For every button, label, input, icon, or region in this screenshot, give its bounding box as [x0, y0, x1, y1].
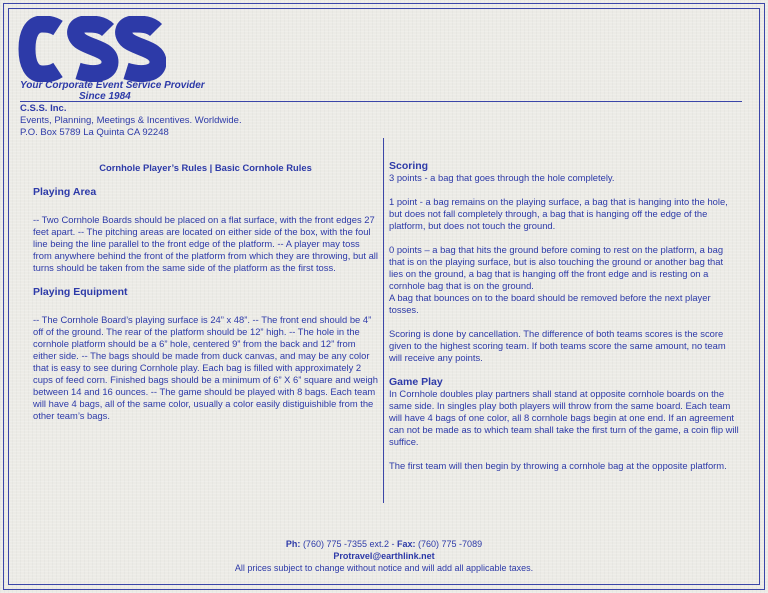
left-column — [33, 160, 378, 422]
game-play-heading: Game Play — [389, 376, 443, 388]
since-year: Since 1984 — [79, 91, 131, 102]
footer — [0, 538, 768, 574]
company-info — [20, 103, 242, 139]
one-point-rule: 1 point - a bag remains on the playing surface, a bag that is hanging into the hole, but does not fall completely through, a bag that is hanging off the edge of the platform, but does not touch the ground. — [389, 196, 728, 231]
tagline: Your Corporate Event Service Provider — [20, 80, 205, 91]
right-column — [389, 160, 739, 472]
bounce-rule: A bag that bounces on to the board should be removed before the next player tosses. — [389, 292, 711, 315]
email-link[interactable]: Protravel@earthlink.net — [333, 551, 435, 561]
playing-area-text: -- Two Cornhole Boards should be placed on a flat surface, with the front edges 27 feet apart. -- The pitching areas are located on either side of the box, with the foul line being the line parallel to the front edge of the platform. -- A player may toss from anywhere behind the front of the platform from which they are throwing, but all turns should be taken from the same side of the platform as the first toss. — [33, 214, 378, 273]
company-name: C.S.S. Inc. — [20, 103, 67, 114]
playing-equipment-heading: Playing Equipment — [33, 286, 128, 298]
header-divider — [20, 101, 742, 102]
fax-number: (760) 775 -7089 — [418, 539, 483, 549]
phone-number: (760) 775 -7355 ext.2 — [302, 539, 389, 549]
playing-area-heading: Playing Area — [33, 186, 97, 198]
price-disclaimer: All prices subject to change without notice and will add all applicable taxes. — [234, 563, 534, 573]
fax-label: Fax: — [397, 539, 416, 549]
css-logo — [18, 16, 166, 82]
zero-points-rule: 0 points – a bag that hits the ground before coming to rest on the platform, a bag that is on the playing surface, but is also touching the ground or another bag that lies on the ground, a bag that is hanging off the front edge and is resting on a cornhole bag that is on the ground. — [389, 244, 724, 291]
game-play-text: In Cornhole doubles play partners shall stand at opposite cornhole boards on the same side. In singles play both players will throw from the same board. Each team will have 4 bags of one color, all 8 cornhole bags begin at one end. If an agreement can not be made as to which team shall take the first turn of the game, a coin flip will suffice. — [389, 388, 739, 447]
scoring-heading: Scoring — [389, 160, 429, 172]
playing-equipment-text: -- The Cornhole Board’s playing surface is 24” x 48”. -- The front end should be 4” off of the ground. The rear of the platform should be 12” high. -- The hole in the cornhole platform should be a 6” hole, centered 9” from the back and 12” from either side. -- The bags should be made from duck canvas, and may be any color that is easy to see during Cornhole play. Each bag is filled with approximately 2 cups of feed corn. Finished bags should be a minimum of 6” X 6” square and weigh between 14 and 16 ounces. -- The game should be played with 8 bags. Each team will have 4 bags, all of the same color, usually a color easily distiguishible from the other team’s bags. — [33, 314, 378, 421]
phone-label: Ph: — [285, 539, 301, 549]
company-address: P.O. Box 5789 La Quinta CA 92248 — [20, 127, 169, 138]
three-points-rule: 3 points - a bag that goes through the hole completely. — [389, 172, 615, 183]
cancellation-rule: Scoring is done by cancellation. The difference of both teams scores is the score given to the highest scoring team. If both teams score the same amount, no team will receive any points. — [389, 328, 726, 363]
company-description: Events, Planning, Meetings & Incentives. Worldwide. — [20, 115, 242, 126]
page-title: Cornhole Player’s Rules | Basic Cornhole Rules — [99, 162, 312, 173]
contact-separator: - — [389, 539, 397, 549]
contact-line — [0, 538, 768, 550]
first-team-rule: The first team will then begin by throwing a cornhole bag at the opposite platform. — [389, 460, 727, 471]
column-divider — [383, 138, 384, 503]
